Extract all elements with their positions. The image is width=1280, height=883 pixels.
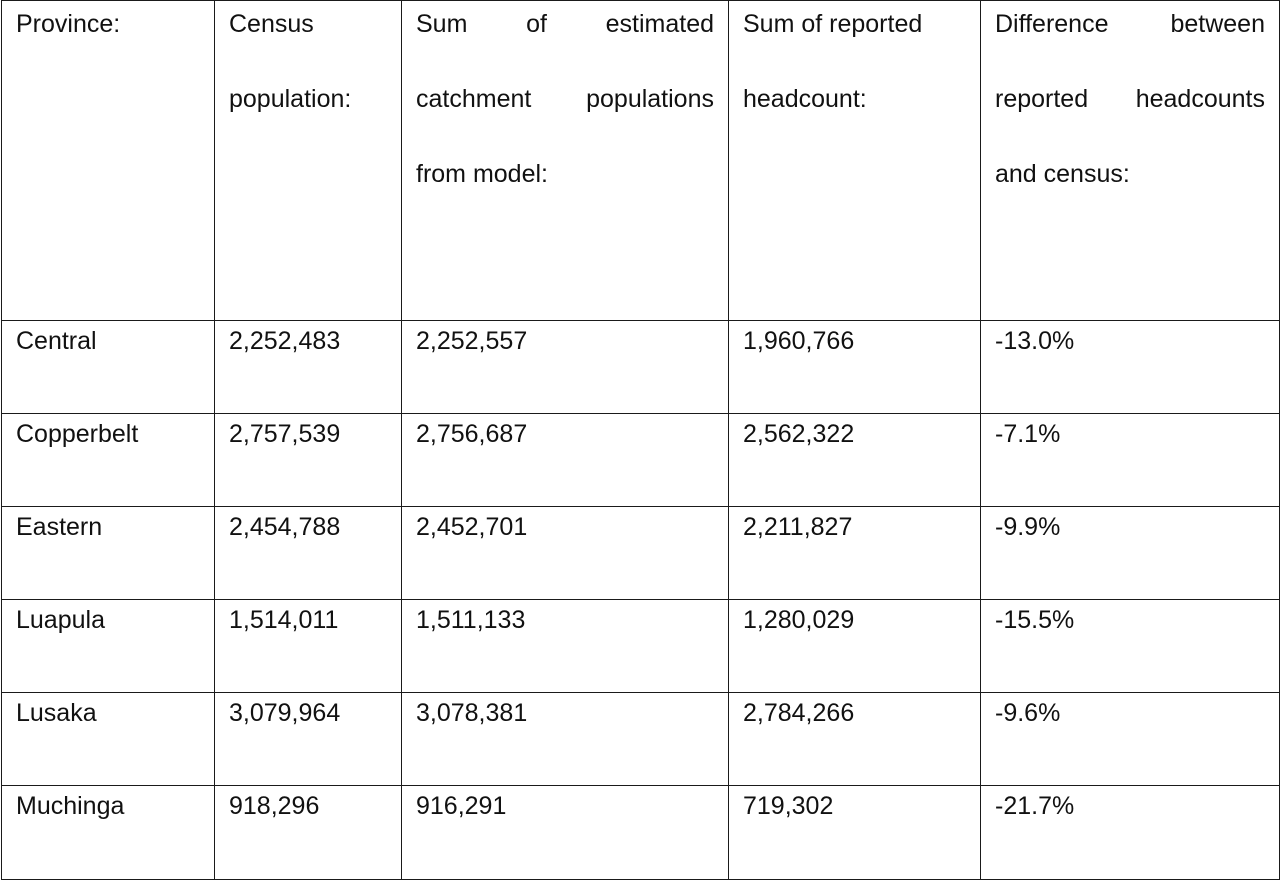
table-row bbox=[2, 321, 1280, 414]
province-population-table bbox=[1, 0, 1280, 880]
cell-census: 2,252,483 bbox=[215, 321, 402, 414]
cell-model: 2,452,701 bbox=[402, 507, 729, 600]
cell-province: Eastern bbox=[2, 507, 215, 600]
cell-province: Luapula bbox=[2, 600, 215, 693]
cell-headcount: 719,302 bbox=[729, 786, 981, 880]
header-reported-headcount: Sum of reported headcount: bbox=[729, 1, 981, 321]
header-province: Province: bbox=[2, 1, 215, 321]
cell-headcount: 1,960,766 bbox=[729, 321, 981, 414]
cell-difference: -9.9% bbox=[981, 507, 1280, 600]
cell-province: Central bbox=[2, 321, 215, 414]
table-row bbox=[2, 414, 1280, 507]
cell-census: 1,514,011 bbox=[215, 600, 402, 693]
table-row bbox=[2, 507, 1280, 600]
cell-census: 2,757,539 bbox=[215, 414, 402, 507]
cell-province: Muchinga bbox=[2, 786, 215, 880]
cell-difference: -9.6% bbox=[981, 693, 1280, 786]
cell-headcount: 2,562,322 bbox=[729, 414, 981, 507]
table-header-row bbox=[2, 1, 1280, 321]
cell-difference: -21.7% bbox=[981, 786, 1280, 880]
cell-model: 3,078,381 bbox=[402, 693, 729, 786]
cell-difference: -15.5% bbox=[981, 600, 1280, 693]
cell-difference: -13.0% bbox=[981, 321, 1280, 414]
cell-model: 916,291 bbox=[402, 786, 729, 880]
cell-headcount: 2,784,266 bbox=[729, 693, 981, 786]
cell-census: 3,079,964 bbox=[215, 693, 402, 786]
header-estimated-catchment: Sum of estimated catchment populations from model: bbox=[402, 1, 729, 321]
header-census-population: Census population: bbox=[215, 1, 402, 321]
cell-model: 1,511,133 bbox=[402, 600, 729, 693]
table-row bbox=[2, 600, 1280, 693]
table-row bbox=[2, 786, 1280, 880]
cell-headcount: 1,280,029 bbox=[729, 600, 981, 693]
cell-model: 2,756,687 bbox=[402, 414, 729, 507]
cell-headcount: 2,211,827 bbox=[729, 507, 981, 600]
cell-census: 918,296 bbox=[215, 786, 402, 880]
table-row bbox=[2, 693, 1280, 786]
cell-census: 2,454,788 bbox=[215, 507, 402, 600]
cell-province: Copperbelt bbox=[2, 414, 215, 507]
cell-model: 2,252,557 bbox=[402, 321, 729, 414]
header-difference: Difference between reported headcounts and census: bbox=[981, 1, 1280, 321]
cell-province: Lusaka bbox=[2, 693, 215, 786]
cell-difference: -7.1% bbox=[981, 414, 1280, 507]
